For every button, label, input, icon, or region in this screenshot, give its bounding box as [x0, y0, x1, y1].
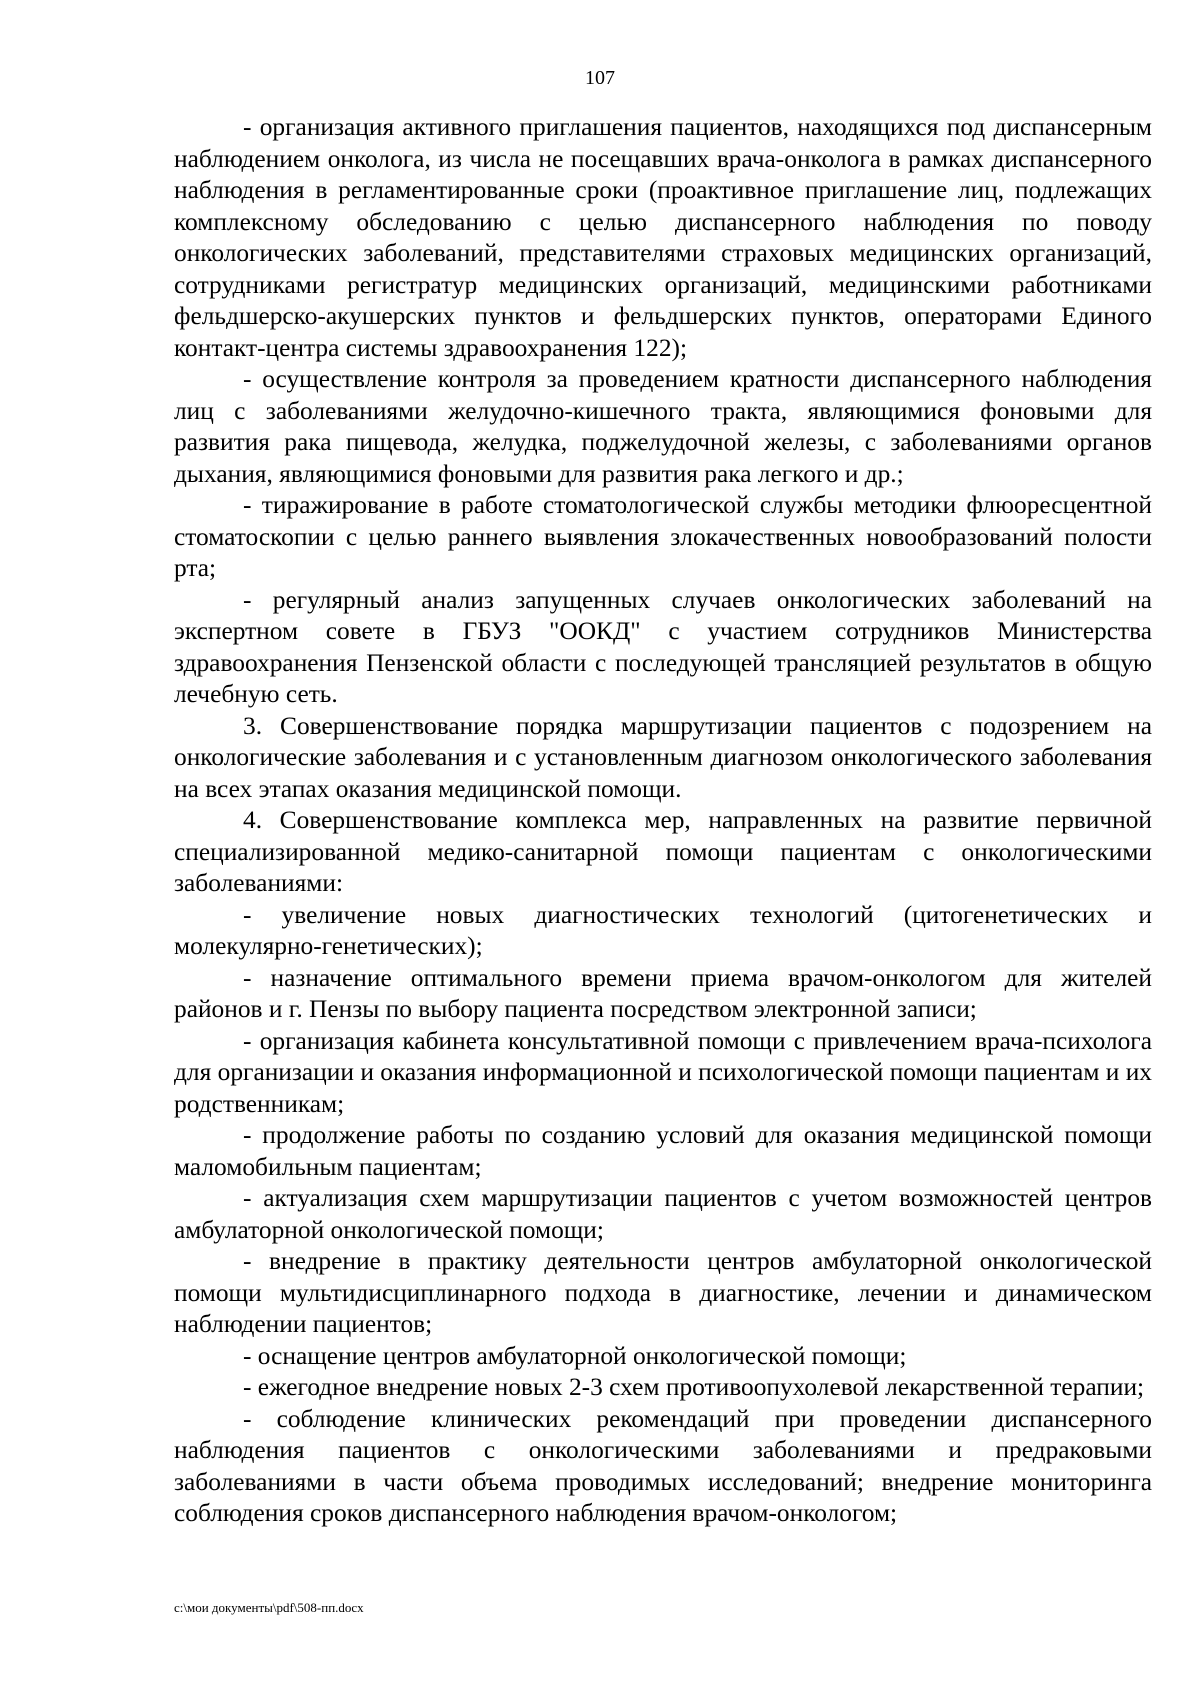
paragraph: - оснащение центров амбулаторной онкологической помощи; — [243, 1341, 907, 1370]
document-body — [174, 112, 1152, 1530]
paragraph: 3. Совершенствование порядка маршрутизации пациентов с подозрением на онкологические заболевания и с установленным диагнозом онкологического заболевания на всех этапах оказания медицинской помощи. — [174, 711, 1152, 803]
paragraph: - актуализация схем маршрутизации пациентов с учетом возможностей центров амбулаторной онкологической помощи; — [174, 1184, 1152, 1244]
paragraph: - организация кабинета консультативной помощи с привлечением врача-психолога для организации и оказания информационной и психологической помощи пациентам и их родственникам; — [174, 1026, 1152, 1118]
paragraph: - соблюдение клинических рекомендаций при проведении диспансерного наблюдения пациентов с онкологическими заболеваниями и предраковыми заболеваниями в части объема проводимых исследований; внедрение мониторинга соблюдения сроков диспансерного наблюдения врачом-онкологом; — [174, 1404, 1152, 1527]
paragraph: - продолжение работы по созданию условий для оказания медицинской помощи маломобильным пациентам; — [174, 1121, 1152, 1181]
paragraph: - тиражирование в работе стоматологической службы методики флюоресцентной стоматоскопии с целью раннего выявления злокачественных новообразований полости рта; — [174, 491, 1152, 582]
paragraph: - ежегодное внедрение новых 2-3 схем противоопухолевой лекарственной терапии; — [243, 1373, 1145, 1401]
paragraph: - регулярный анализ запущенных случаев онкологических заболеваний на экспертном совете в ГБУЗ "ООКД" с участием сотрудников Министерства здравоохранения Пензенской области с последующей трансляцией результатов в общую лечебную сеть. — [174, 585, 1152, 708]
page-number: 107 — [585, 67, 615, 89]
footer-file-path: c:\мои документы\pdf\508-пп.docx — [174, 1600, 364, 1615]
paragraph: - осуществление контроля за проведением кратности диспансерного наблюдения лиц с заболеваниями желудочно-кишечного тракта, являющимися фоновыми для развития рака пищевода, желудка, поджелудочной железы, с заболеваниями органов дыхания, являющимися фоновыми для развития рака легкого и др.; — [174, 365, 1152, 488]
paragraph: 4. Совершенствование комплекса мер, направленных на развитие первичной специализированной медико-санитарной помощи пациентам с онкологическими заболеваниями: — [174, 806, 1152, 897]
paragraph: - внедрение в практику деятельности центров амбулаторной онкологической помощи мультидисциплинарного подхода в диагностике, лечении и динамическом наблюдении пациентов; — [174, 1247, 1152, 1338]
paragraph: - увеличение новых диагностических технологий (цитогенетических и молекулярно-генетических); — [174, 900, 1152, 960]
paragraph: - организация активного приглашения пациентов, находящихся под диспансерным наблюдением онколога, из числа не посещавших врача-онколога в рамках диспансерного наблюдения в регламентированные сроки (проактивное приглашение лиц, подлежащих комплексному обследованию с целью диспансерного наблюдения по поводу онкологических заболеваний, представителями страховых медицинских организаций, сотрудниками регистратур медицинских организаций, медицинскими работниками фельдшерско-акушерских пунктов и фельдшерских пунктов, операторами Единого контакт-центра системы здравоохранения 122); — [174, 113, 1152, 362]
paragraph: - назначение оптимального времени приема врачом-онкологом для жителей районов и г. Пензы по выбору пациента посредством электронной записи; — [174, 963, 1152, 1023]
